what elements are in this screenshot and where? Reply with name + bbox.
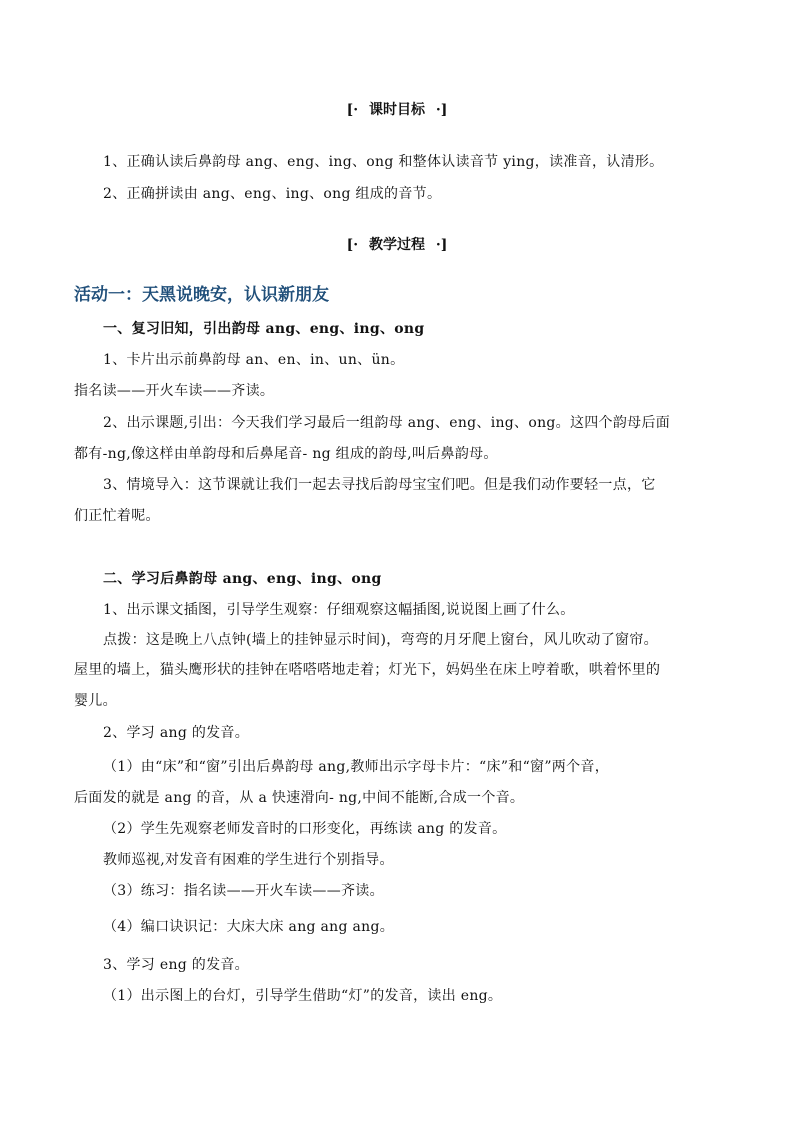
body-line: 2、出示课题,引出：今天我们学习最后一组韵母 ang、eng、ing、ong。这四个韵母后面 bbox=[103, 415, 671, 431]
body-line: 3、情境导入：这节课就让我们一起去寻找后韵母宝宝们吧。但是我们动作要轻一点，它 bbox=[103, 477, 656, 493]
body-line: 婴儿。 bbox=[74, 693, 117, 709]
part1-heading: 一、复习旧知，引出韵母 ang、eng、ing、ong bbox=[103, 321, 425, 337]
process-heading bbox=[0, 235, 794, 255]
body-line: 2、学习 ang 的发音。 bbox=[103, 725, 250, 741]
heading-close-bracket: ·] bbox=[435, 102, 448, 118]
body-line: （1）出示图上的台灯，引导学生借助“灯”的发音，读出 eng。 bbox=[103, 988, 503, 1004]
body-line: （1）由“床”和“窗”引出后鼻韵母 ang,教师出示字母卡片：“床”和“窗”两个音， bbox=[103, 759, 609, 775]
goal-line: 1、正确认读后鼻韵母 ang、eng、ing、ong 和整体认读音节 ying，读准音，认清形。 bbox=[103, 154, 664, 170]
heading-open-bracket: [· bbox=[346, 102, 359, 118]
body-line: 指名读——开火车读——齐读。 bbox=[74, 383, 275, 399]
body-line: 屋里的墙上，猫头鹰形状的挂钟在嗒嗒嗒地走着；灯光下，妈妈坐在床上哼着歌，哄着怀里的 bbox=[74, 662, 661, 678]
heading-close-bracket: ·] bbox=[435, 237, 448, 253]
body-line: 后面发的就是 ang 的音，从 a 快速滑向- ng,中间不能断,合成一个音。 bbox=[74, 790, 525, 806]
body-line: 们正忙着呢。 bbox=[74, 508, 160, 524]
body-line: 都有-ng,像这样由单韵母和后鼻尾音- ng 组成的韵母,叫后鼻韵母。 bbox=[74, 446, 498, 462]
heading-title: 教学过程 bbox=[369, 237, 425, 253]
activity-title: 活动一：天黑说晚安，认识新朋友 bbox=[74, 285, 329, 305]
heading-title: 课时目标 bbox=[369, 102, 425, 118]
body-line: 3、学习 eng 的发音。 bbox=[103, 957, 249, 973]
body-line: （2）学生先观察老师发音时的口形变化，再练读 ang 的发音。 bbox=[103, 821, 507, 837]
body-line: （3）练习：指名读——开火车读——齐读。 bbox=[103, 883, 384, 899]
body-line: 点拨：这是晚上八点钟(墙上的挂钟显示时间)，弯弯的月牙爬上窗台，风儿吹动了窗帘。 bbox=[103, 632, 658, 648]
goals-heading bbox=[0, 100, 794, 120]
body-line: 1、出示课文插图，引导学生观察：仔细观察这幅插图,说说图上画了什么。 bbox=[103, 602, 575, 618]
body-line: 1、卡片出示前鼻韵母 an、en、in、un、ün。 bbox=[103, 352, 405, 368]
goal-line: 2、正确拼读由 ang、eng、ing、ong 组成的音节。 bbox=[103, 186, 442, 202]
body-line: 教师巡视,对发音有困难的学生进行个别指导。 bbox=[103, 852, 394, 868]
heading-open-bracket: [· bbox=[346, 237, 359, 253]
part2-heading: 二、学习后鼻韵母 ang、eng、ing、ong bbox=[103, 571, 382, 587]
body-line: （4）编口诀识记：大床大床 ang ang ang。 bbox=[103, 919, 395, 935]
